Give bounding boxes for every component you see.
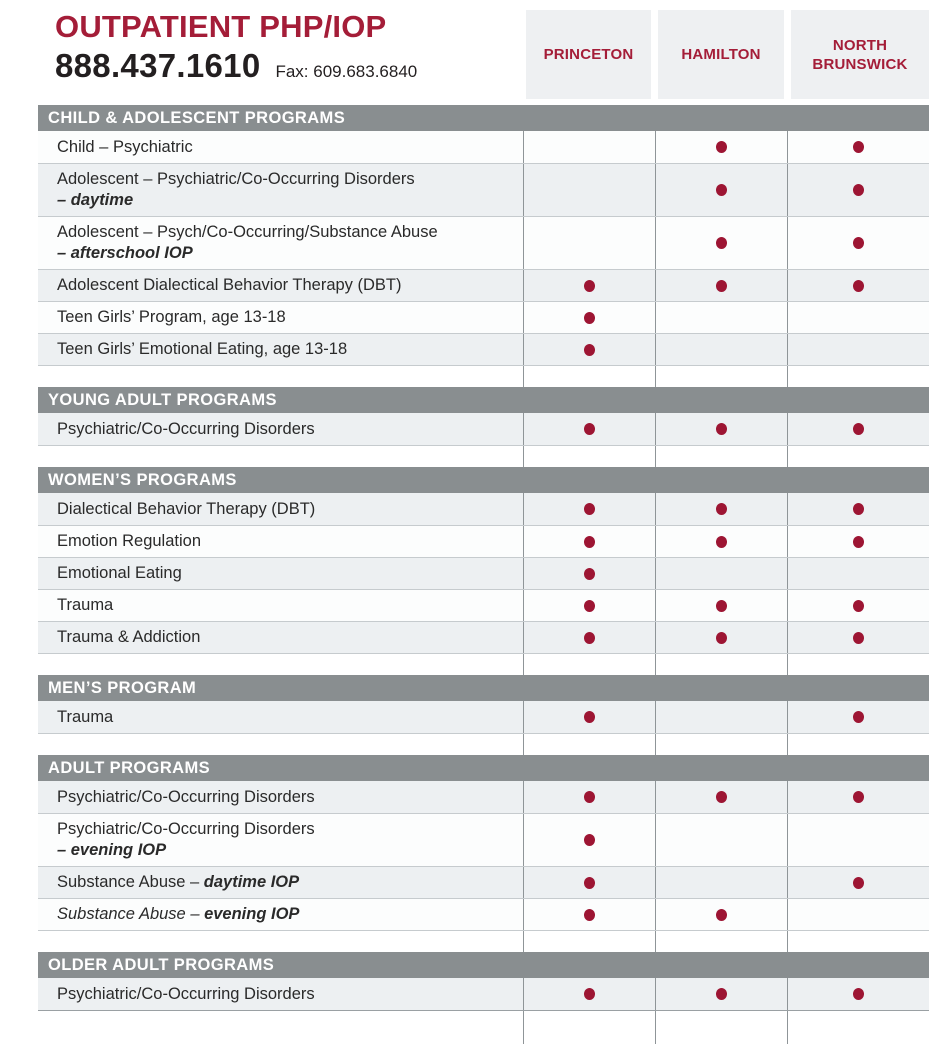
availability-cell-hamilton <box>655 867 787 898</box>
availability-cell-princeton <box>523 814 655 866</box>
table-tail-spacer <box>38 1010 929 1044</box>
program-label-segment: Dialectical Behavior Therapy (DBT) <box>57 499 316 518</box>
program-availability-table <box>38 105 929 1044</box>
spacer-label-area <box>38 931 523 952</box>
column-header-hamilton: HAMILTON <box>658 10 784 99</box>
spacer-label-area <box>38 446 523 467</box>
spacer-label-area <box>38 654 523 675</box>
program-label <box>38 867 523 898</box>
program-label-segment: Substance Abuse – <box>57 905 205 923</box>
spacer-cell-north-brunswick <box>787 931 929 952</box>
availability-cell-north-brunswick <box>787 164 929 216</box>
availability-cell-north-brunswick <box>787 270 929 301</box>
availability-cell-hamilton <box>655 334 787 365</box>
availability-cell-hamilton <box>655 622 787 653</box>
availability-dot <box>716 184 727 196</box>
availability-dot <box>716 536 727 548</box>
availability-cell-princeton <box>523 334 655 365</box>
section-spacer <box>38 733 929 755</box>
availability-dot <box>853 423 864 435</box>
availability-dot <box>716 237 727 249</box>
availability-dot <box>584 909 595 921</box>
availability-cell-hamilton <box>655 164 787 216</box>
program-label <box>38 899 523 930</box>
section-header: ADULT PROGRAMS <box>38 755 929 781</box>
program-label <box>38 302 523 333</box>
spacer-cell-hamilton <box>655 931 787 952</box>
availability-dot <box>853 600 864 612</box>
availability-cell-hamilton <box>655 899 787 930</box>
availability-cell-north-brunswick <box>787 413 929 445</box>
availability-cell-princeton <box>523 164 655 216</box>
section-spacer <box>38 445 929 467</box>
availability-dot <box>584 877 595 889</box>
availability-cell-hamilton <box>655 814 787 866</box>
availability-dot <box>716 791 727 803</box>
program-row <box>38 589 929 621</box>
program-row <box>38 898 929 930</box>
program-label-segment: Trauma & Addiction <box>57 628 201 646</box>
spacer-cell-hamilton <box>655 734 787 755</box>
program-label-segment: Psychiatric/Co-Occurring Disorders <box>57 820 315 838</box>
availability-dot <box>584 834 595 846</box>
spacer-cell-north-brunswick <box>787 734 929 755</box>
program-label <box>38 217 523 269</box>
availability-cell-hamilton <box>655 978 787 1010</box>
availability-cell-north-brunswick <box>787 867 929 898</box>
availability-cell-north-brunswick <box>787 590 929 621</box>
section-header: CHILD & ADOLESCENT PROGRAMS <box>38 105 929 131</box>
spacer-cell-hamilton <box>655 1011 787 1044</box>
page-title: OUTPATIENT PHP/IOP <box>55 9 387 44</box>
program-row <box>38 866 929 898</box>
availability-cell-princeton <box>523 493 655 525</box>
program-label-segment: – afterschool IOP <box>57 244 193 262</box>
program-row <box>38 216 929 269</box>
availability-dot <box>584 536 595 548</box>
program-label <box>38 270 523 301</box>
program-row <box>38 781 929 813</box>
spacer-cell-north-brunswick <box>787 654 929 675</box>
program-row <box>38 269 929 301</box>
spacer-cell-princeton <box>523 734 655 755</box>
phone-number: 888.437.1610 <box>55 47 261 84</box>
availability-cell-north-brunswick <box>787 526 929 557</box>
availability-cell-princeton <box>523 131 655 163</box>
availability-cell-hamilton <box>655 131 787 163</box>
availability-cell-north-brunswick <box>787 302 929 333</box>
spacer-cell-hamilton <box>655 654 787 675</box>
availability-cell-princeton <box>523 781 655 813</box>
program-row <box>38 131 929 163</box>
program-label-segment: evening IOP <box>204 905 300 923</box>
program-label-segment: Substance Abuse – <box>57 873 204 891</box>
availability-cell-princeton <box>523 701 655 733</box>
program-label <box>38 334 523 365</box>
availability-cell-north-brunswick <box>787 781 929 813</box>
availability-cell-princeton <box>523 413 655 445</box>
program-row <box>38 163 929 216</box>
program-row <box>38 493 929 525</box>
availability-dot <box>584 791 595 803</box>
program-label-segment: Child – Psychiatric <box>57 137 193 156</box>
spacer-cell-north-brunswick <box>787 446 929 467</box>
column-header-north-brunswick: NORTH BRUNSWICK <box>791 10 929 99</box>
availability-dot <box>853 791 864 803</box>
availability-cell-hamilton <box>655 526 787 557</box>
program-label <box>38 131 523 163</box>
program-label-segment: – evening IOP <box>57 841 167 859</box>
availability-cell-princeton <box>523 217 655 269</box>
availability-dot <box>716 141 727 153</box>
availability-dot <box>853 141 864 153</box>
availability-dot <box>716 423 727 435</box>
availability-cell-north-brunswick <box>787 217 929 269</box>
availability-dot <box>584 711 595 723</box>
program-label <box>38 701 523 733</box>
availability-cell-north-brunswick <box>787 978 929 1010</box>
availability-dot <box>584 568 595 580</box>
program-row <box>38 413 929 445</box>
program-label <box>38 814 523 866</box>
section-header: WOMEN’S PROGRAMS <box>38 467 929 493</box>
program-row <box>38 557 929 589</box>
spacer-cell-princeton <box>523 366 655 387</box>
availability-dot <box>584 344 595 356</box>
availability-cell-princeton <box>523 526 655 557</box>
availability-cell-hamilton <box>655 590 787 621</box>
availability-dot <box>853 988 864 1000</box>
program-row <box>38 701 929 733</box>
availability-cell-princeton <box>523 590 655 621</box>
availability-cell-princeton <box>523 270 655 301</box>
availability-dot <box>853 877 864 889</box>
program-label <box>38 590 523 621</box>
availability-cell-hamilton <box>655 781 787 813</box>
program-label-segment: Teen Girls’ Program, age 13-18 <box>57 308 286 326</box>
spacer-cell-hamilton <box>655 446 787 467</box>
availability-cell-north-brunswick <box>787 558 929 589</box>
program-label-segment: Adolescent – Psychiatric/Co-Occurring Disorders <box>57 170 415 188</box>
availability-cell-hamilton <box>655 270 787 301</box>
spacer-label-area <box>38 366 523 387</box>
availability-cell-north-brunswick <box>787 334 929 365</box>
phone-line <box>55 48 515 84</box>
availability-dot <box>853 503 864 515</box>
availability-dot <box>853 237 864 249</box>
availability-dot <box>853 632 864 644</box>
availability-dot <box>584 280 595 292</box>
program-label <box>38 781 523 813</box>
availability-cell-hamilton <box>655 302 787 333</box>
availability-cell-north-brunswick <box>787 814 929 866</box>
program-row <box>38 301 929 333</box>
availability-dot <box>716 988 727 1000</box>
column-header-princeton: PRINCETON <box>526 10 651 99</box>
program-label-segment: Emotion Regulation <box>57 532 202 550</box>
spacer-cell-north-brunswick <box>787 1011 929 1044</box>
section-spacer <box>38 930 929 952</box>
program-row <box>38 333 929 365</box>
availability-cell-hamilton <box>655 413 787 445</box>
program-label-segment: Psychiatric/Co-Occurring Disorders <box>57 419 315 438</box>
availability-cell-princeton <box>523 302 655 333</box>
program-row <box>38 621 929 653</box>
spacer-cell-princeton <box>523 446 655 467</box>
availability-cell-north-brunswick <box>787 493 929 525</box>
availability-dot <box>584 988 595 1000</box>
availability-cell-princeton <box>523 622 655 653</box>
program-label-segment: Teen Girls’ Emotional Eating, age 13-18 <box>57 340 348 358</box>
availability-dot <box>853 711 864 723</box>
section-header: OLDER ADULT PROGRAMS <box>38 952 929 978</box>
availability-cell-north-brunswick <box>787 701 929 733</box>
program-label <box>38 164 523 216</box>
availability-cell-north-brunswick <box>787 622 929 653</box>
spacer-cell-princeton <box>523 931 655 952</box>
program-label <box>38 526 523 557</box>
program-label <box>38 978 523 1010</box>
spacer-cell-princeton <box>523 1011 655 1044</box>
availability-dot <box>584 600 595 612</box>
program-label-segment: Trauma <box>57 596 114 614</box>
program-label-segment: Adolescent – Psych/Co-Occurring/Substance Abuse <box>57 223 438 241</box>
availability-dot <box>716 280 727 292</box>
availability-cell-hamilton <box>655 493 787 525</box>
spacer-label-area <box>38 734 523 755</box>
program-row <box>38 978 929 1010</box>
program-row <box>38 525 929 557</box>
section-spacer <box>38 653 929 675</box>
program-label-segment: Psychiatric/Co-Occurring Disorders <box>57 984 315 1003</box>
section-header: YOUNG ADULT PROGRAMS <box>38 387 929 413</box>
spacer-cell-north-brunswick <box>787 366 929 387</box>
availability-cell-princeton <box>523 899 655 930</box>
program-label-segment: Emotional Eating <box>57 564 182 582</box>
program-label <box>38 558 523 589</box>
section-spacer <box>38 365 929 387</box>
availability-cell-north-brunswick <box>787 131 929 163</box>
availability-cell-hamilton <box>655 701 787 733</box>
availability-cell-hamilton <box>655 558 787 589</box>
program-label-segment: Adolescent Dialectical Behavior Therapy (DBT) <box>57 276 402 294</box>
spacer-cell-hamilton <box>655 366 787 387</box>
availability-cell-princeton <box>523 558 655 589</box>
spacer-cell-princeton <box>523 654 655 675</box>
availability-cell-north-brunswick <box>787 899 929 930</box>
availability-cell-hamilton <box>655 217 787 269</box>
program-label-segment: – daytime <box>57 191 134 209</box>
availability-dot <box>584 503 595 515</box>
section-header: MEN’S PROGRAM <box>38 675 929 701</box>
availability-dot <box>716 503 727 515</box>
program-label <box>38 413 523 445</box>
program-label <box>38 622 523 653</box>
availability-dot <box>584 632 595 644</box>
availability-dot <box>716 600 727 612</box>
program-label-segment: daytime IOP <box>203 873 300 891</box>
program-row <box>38 813 929 866</box>
availability-dot <box>584 312 595 324</box>
availability-cell-princeton <box>523 867 655 898</box>
availability-dot <box>853 280 864 292</box>
availability-dot <box>853 536 864 548</box>
availability-dot <box>716 909 727 921</box>
availability-dot <box>853 184 864 196</box>
program-label <box>38 493 523 525</box>
program-label-segment: Psychiatric/Co-Occurring Disorders <box>57 787 315 806</box>
spacer-label-area <box>38 1011 523 1044</box>
availability-dot <box>716 632 727 644</box>
header <box>55 10 515 84</box>
program-label-segment: Trauma <box>57 707 114 726</box>
fax-number: Fax: 609.683.6840 <box>275 62 418 81</box>
availability-cell-princeton <box>523 978 655 1010</box>
availability-dot <box>584 423 595 435</box>
